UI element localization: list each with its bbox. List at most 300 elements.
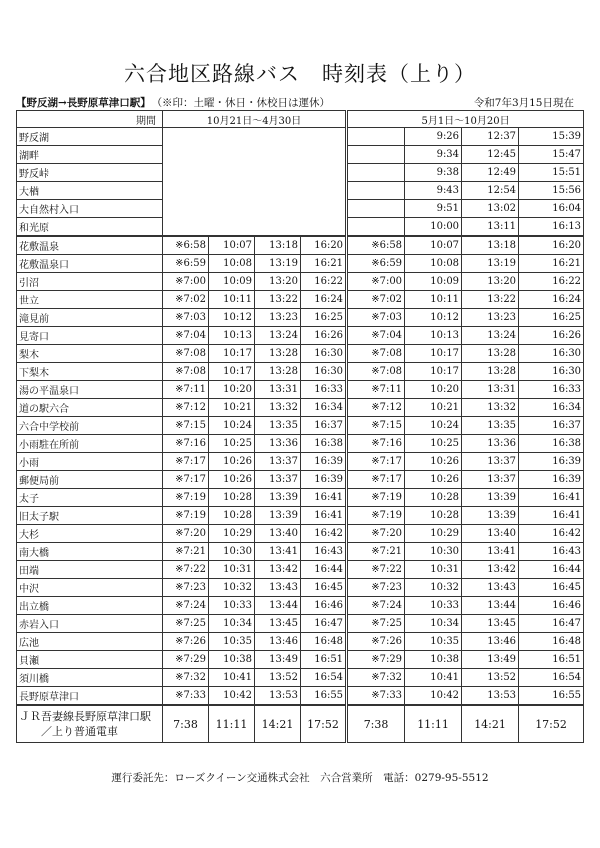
time-cell: 16:47 [301,615,347,633]
time-cell: 13:19 [462,255,519,273]
stop-name: 赤岩入口 [17,615,163,633]
time-cell: 16:51 [519,651,584,669]
time-cell: 16:24 [301,291,347,309]
time-cell: ※7:08 [163,363,209,381]
time-cell: ※7:11 [347,381,405,399]
time-cell: 16:41 [301,489,347,507]
time-cell: 16:45 [519,579,584,597]
time-cell: 13:35 [255,417,301,435]
no-service-block [163,128,347,237]
time-cell: 13:44 [462,597,519,615]
title-main: 六合地区路線バス [124,62,300,86]
time-cell: ※7:23 [163,579,209,597]
time-cell: 16:20 [519,236,584,255]
time-cell: 16:41 [519,489,584,507]
time-cell: 16:41 [301,507,347,525]
time-cell: 10:25 [405,435,462,453]
time-cell: ※7:02 [163,291,209,309]
time-cell: 13:39 [255,507,301,525]
page-title [0,58,600,88]
time-cell: 16:20 [301,236,347,255]
time-cell: 16:41 [519,507,584,525]
time-cell: 13:52 [462,669,519,687]
time-cell: 13:36 [255,435,301,453]
time-cell: ※7:26 [163,633,209,651]
stop-name: 大自然村入口 [17,200,163,218]
time-cell: 10:35 [405,633,462,651]
time-cell: 10:21 [405,399,462,417]
table-row [17,597,584,615]
time-cell: 16:39 [301,453,347,471]
time-cell: 13:46 [462,633,519,651]
time-cell: ※7:24 [347,597,405,615]
time-cell: 12:54 [462,182,519,200]
time-cell: 16:34 [519,399,584,417]
time-cell: 10:09 [405,273,462,291]
time-cell: 10:26 [209,471,255,489]
time-cell: 16:39 [301,471,347,489]
time-cell: 16:45 [301,579,347,597]
time-cell: 15:56 [519,182,584,200]
time-cell: 13:37 [462,453,519,471]
table-row [17,345,584,363]
time-cell: ※7:33 [347,687,405,706]
table-row [17,291,584,309]
time-cell: ※7:08 [347,363,405,381]
time-cell: 13:53 [462,687,519,706]
time-cell: 16:30 [519,345,584,363]
time-cell: ※7:22 [163,561,209,579]
stop-name: 和光原 [17,218,163,237]
table-row [17,363,584,381]
time-cell: 10:26 [405,453,462,471]
time-cell: 7:38 [347,705,405,743]
service-note: （※印：土曜・休日・休校日は運休） [156,97,331,109]
time-cell: ※7:29 [347,651,405,669]
table-row [17,507,584,525]
time-cell: 10:38 [405,651,462,669]
time-cell: 16:44 [519,561,584,579]
time-cell: 13:37 [462,471,519,489]
time-cell: ※7:11 [163,381,209,399]
time-cell: ※7:19 [347,507,405,525]
time-cell: ※7:22 [347,561,405,579]
time-cell: 10:24 [405,417,462,435]
time-cell: 10:29 [405,525,462,543]
time-cell: 15:51 [519,164,584,182]
time-cell: ※7:32 [163,669,209,687]
stop-name: 須川橋 [17,669,163,687]
train-connection-label [17,705,163,743]
table-row [17,399,584,417]
time-cell: 17:52 [301,705,347,743]
time-cell: 14:21 [255,705,301,743]
time-cell: 16:13 [519,218,584,237]
table-row [17,489,584,507]
stop-name: 見寄口 [17,327,163,345]
time-cell: ※6:59 [347,255,405,273]
time-cell: 10:20 [209,381,255,399]
time-cell: 10:33 [209,597,255,615]
time-cell: 13:42 [255,561,301,579]
table-row [17,471,584,489]
time-cell: 13:39 [462,489,519,507]
time-cell: 10:34 [209,615,255,633]
time-cell-empty [347,200,405,218]
time-cell: 16:55 [301,687,347,706]
stop-name: 小雨 [17,453,163,471]
time-cell: 13:52 [255,669,301,687]
time-cell: 10:42 [405,687,462,706]
time-cell: ※7:16 [163,435,209,453]
time-cell: ※7:15 [347,417,405,435]
time-cell: 10:28 [209,507,255,525]
table-row [17,669,584,687]
time-cell: 13:18 [255,236,301,255]
time-cell: 10:28 [405,489,462,507]
time-cell: 10:20 [405,381,462,399]
stop-name: 旧太子駅 [17,507,163,525]
time-cell: 13:23 [462,309,519,327]
time-cell: ※7:17 [347,453,405,471]
time-cell: 10:17 [209,345,255,363]
time-cell: 13:02 [462,200,519,218]
time-cell: 9:43 [405,182,462,200]
time-cell: 16:37 [301,417,347,435]
time-cell: ※7:19 [163,489,209,507]
time-cell: 10:09 [209,273,255,291]
time-cell: 13:35 [462,417,519,435]
time-cell: ※7:16 [347,435,405,453]
time-cell: 16:34 [301,399,347,417]
time-cell: 10:21 [209,399,255,417]
table-row [17,453,584,471]
time-cell: 13:45 [255,615,301,633]
time-cell: 16:33 [519,381,584,399]
table-row [17,327,584,345]
table-row [17,579,584,597]
time-cell: 13:49 [255,651,301,669]
time-cell: ※7:15 [163,417,209,435]
stop-name: 長野原草津口 [17,687,163,706]
time-cell: ※6:59 [163,255,209,273]
table-row [17,633,584,651]
stop-name: 小雨駐在所前 [17,435,163,453]
time-cell: 13:24 [462,327,519,345]
time-cell: 16:22 [519,273,584,291]
table-row [17,236,584,255]
time-cell: 9:34 [405,146,462,164]
stop-name: 田端 [17,561,163,579]
time-cell: 16:43 [301,543,347,561]
time-cell: 13:40 [255,525,301,543]
stop-name: 花敷温泉口 [17,255,163,273]
table-row [17,417,584,435]
time-cell: 10:00 [405,218,462,237]
time-cell: 16:48 [301,633,347,651]
time-cell: 16:42 [519,525,584,543]
stop-name: 大杉 [17,525,163,543]
time-cell: 13:43 [462,579,519,597]
time-cell: 7:38 [163,705,209,743]
route-label: 【野反湖→長野原草津口駅】 [16,97,151,109]
time-cell: 16:46 [301,597,347,615]
time-cell: ※7:20 [163,525,209,543]
stop-name: 南大橋 [17,543,163,561]
time-cell: 13:36 [462,435,519,453]
time-cell-empty [347,218,405,237]
table-row-train [17,705,584,743]
time-cell: 10:07 [405,236,462,255]
time-cell: ※7:17 [163,471,209,489]
time-cell: ※6:58 [347,236,405,255]
stop-name: 湖畔 [17,146,163,164]
time-cell: ※7:25 [163,615,209,633]
time-cell: ※7:29 [163,651,209,669]
time-cell: 10:33 [405,597,462,615]
time-cell: 13:45 [462,615,519,633]
time-cell: ※7:32 [347,669,405,687]
time-cell: 13:28 [255,363,301,381]
time-cell-empty [347,128,405,146]
time-cell: 10:13 [405,327,462,345]
stop-name: 下梨木 [17,363,163,381]
time-cell-empty [347,164,405,182]
time-cell: 10:13 [209,327,255,345]
time-cell: ※7:02 [347,291,405,309]
train-station-name: ＪＲ吾妻線長野原草津口駅 [19,710,151,723]
table-row [17,543,584,561]
time-cell: ※7:19 [163,507,209,525]
time-cell: 10:26 [209,453,255,471]
time-cell: 13:20 [462,273,519,291]
time-cell: 10:25 [209,435,255,453]
timetable [16,110,584,743]
stop-name: 道の駅六合 [17,399,163,417]
time-cell: ※7:23 [347,579,405,597]
time-cell: 13:32 [255,399,301,417]
time-cell: 16:21 [301,255,347,273]
stop-name: 出立橋 [17,597,163,615]
time-cell: 13:37 [255,453,301,471]
time-cell: 16:43 [519,543,584,561]
period-header-row [17,111,584,128]
time-cell: 12:45 [462,146,519,164]
time-cell: ※7:19 [347,489,405,507]
table-row [17,615,584,633]
time-cell: 16:38 [519,435,584,453]
time-cell: 13:31 [255,381,301,399]
time-cell: 13:28 [462,363,519,381]
time-cell: 16:39 [519,471,584,489]
time-cell: 13:42 [462,561,519,579]
stop-name: 滝見前 [17,309,163,327]
time-cell: 10:34 [405,615,462,633]
time-cell: 10:32 [405,579,462,597]
time-cell: ※7:12 [347,399,405,417]
time-cell: ※7:03 [347,309,405,327]
time-cell: 13:40 [462,525,519,543]
stop-name: 世立 [17,291,163,309]
stop-name: 広池 [17,633,163,651]
time-cell: 16:54 [301,669,347,687]
stop-name: 貝瀬 [17,651,163,669]
time-cell: 16:54 [519,669,584,687]
table-row [17,687,584,706]
table-row [17,128,584,146]
time-cell: 13:32 [462,399,519,417]
time-cell: ※7:17 [347,471,405,489]
stop-name: 野反湖 [17,128,163,146]
stop-name: 引沼 [17,273,163,291]
time-cell: ※7:17 [163,453,209,471]
time-cell: 16:48 [519,633,584,651]
time-cell: 13:22 [255,291,301,309]
time-cell: 10:30 [405,543,462,561]
period2-header: 5月1日～10月20日 [347,111,584,128]
time-cell: 10:12 [209,309,255,327]
time-cell: 10:31 [405,561,462,579]
time-cell: 10:29 [209,525,255,543]
time-cell-empty [347,146,405,164]
time-cell: 13:20 [255,273,301,291]
stop-name: 郵便局前 [17,471,163,489]
time-cell: 16:46 [519,597,584,615]
time-cell: 16:51 [301,651,347,669]
time-cell: 10:08 [405,255,462,273]
time-cell: 10:17 [405,363,462,381]
time-cell: 13:11 [462,218,519,237]
time-cell: 16:26 [519,327,584,345]
time-cell: 11:11 [209,705,255,743]
stop-name: 太子 [17,489,163,507]
time-cell: ※7:04 [163,327,209,345]
time-cell: 10:38 [209,651,255,669]
time-cell: 16:55 [519,687,584,706]
time-cell: 10:28 [209,489,255,507]
time-cell: ※7:21 [347,543,405,561]
time-cell: 16:33 [301,381,347,399]
time-cell: 10:41 [405,669,462,687]
title-sub: 時刻表（上り） [322,62,476,86]
time-cell: ※7:20 [347,525,405,543]
time-cell: 10:26 [405,471,462,489]
table-row [17,435,584,453]
time-cell: 16:47 [519,615,584,633]
time-cell: 10:11 [209,291,255,309]
time-cell: 13:28 [255,345,301,363]
time-cell: 10:11 [405,291,462,309]
time-cell: 13:28 [462,345,519,363]
time-cell: ※7:26 [347,633,405,651]
time-cell: ※7:00 [347,273,405,291]
time-cell: 10:07 [209,236,255,255]
time-cell: ※6:58 [163,236,209,255]
time-cell: 13:41 [255,543,301,561]
stop-name: 湯の平温泉口 [17,381,163,399]
time-cell: 13:22 [462,291,519,309]
time-cell: 13:37 [255,471,301,489]
time-cell: 13:43 [255,579,301,597]
time-cell: 9:38 [405,164,462,182]
time-cell: 10:17 [405,345,462,363]
as-of-date: 令和7年3月15日現在 [473,97,574,109]
header-line [16,95,586,110]
stop-name: 野反峠 [17,164,163,182]
time-cell: ※7:21 [163,543,209,561]
time-cell: 13:19 [255,255,301,273]
table-row [17,651,584,669]
time-cell: 15:39 [519,128,584,146]
time-cell: ※7:08 [163,345,209,363]
time-cell: ※7:00 [163,273,209,291]
time-cell: 13:44 [255,597,301,615]
period1-header: 10月21日～4月30日 [163,111,347,128]
time-cell: ※7:04 [347,327,405,345]
table-row [17,255,584,273]
time-cell: 13:39 [462,507,519,525]
time-cell: 17:52 [519,705,584,743]
time-cell: 13:31 [462,381,519,399]
time-cell: 12:49 [462,164,519,182]
footer-operator: 運行委託先：ローズクイーン交通株式会社 六合営業所 電話：0279-95-5512 [111,772,489,784]
time-cell: 13:46 [255,633,301,651]
time-cell: 16:25 [519,309,584,327]
time-cell: ※7:25 [347,615,405,633]
stop-name: 六合中学校前 [17,417,163,435]
stop-name: 中沢 [17,579,163,597]
time-cell: 16:25 [301,309,347,327]
time-cell: 10:42 [209,687,255,706]
time-cell: ※7:33 [163,687,209,706]
time-cell: ※7:08 [347,345,405,363]
time-cell: 16:38 [301,435,347,453]
time-cell: 16:42 [301,525,347,543]
time-cell: 10:35 [209,633,255,651]
time-cell: 16:37 [519,417,584,435]
time-cell: 16:22 [301,273,347,291]
time-cell: 16:44 [301,561,347,579]
table-row [17,309,584,327]
time-cell: ※7:24 [163,597,209,615]
stop-name: 大楢 [17,182,163,200]
time-cell: 13:41 [462,543,519,561]
time-cell: 11:11 [405,705,462,743]
time-cell: 16:30 [301,345,347,363]
time-cell: 13:24 [255,327,301,345]
time-cell: 10:28 [405,507,462,525]
time-cell: 16:26 [301,327,347,345]
time-cell: 10:30 [209,543,255,561]
time-cell: 9:26 [405,128,462,146]
time-cell: 15:47 [519,146,584,164]
time-cell: 10:41 [209,669,255,687]
time-cell: 13:49 [462,651,519,669]
time-cell: 16:30 [301,363,347,381]
time-cell: ※7:03 [163,309,209,327]
time-cell: 10:12 [405,309,462,327]
stop-name: 梨木 [17,345,163,363]
period-label: 期間 [17,111,163,128]
time-cell: 9:51 [405,200,462,218]
time-cell: 10:08 [209,255,255,273]
time-cell: 12:37 [462,128,519,146]
table-row [17,561,584,579]
time-cell: 16:04 [519,200,584,218]
time-cell: 16:21 [519,255,584,273]
time-cell: 10:24 [209,417,255,435]
time-cell: 16:24 [519,291,584,309]
